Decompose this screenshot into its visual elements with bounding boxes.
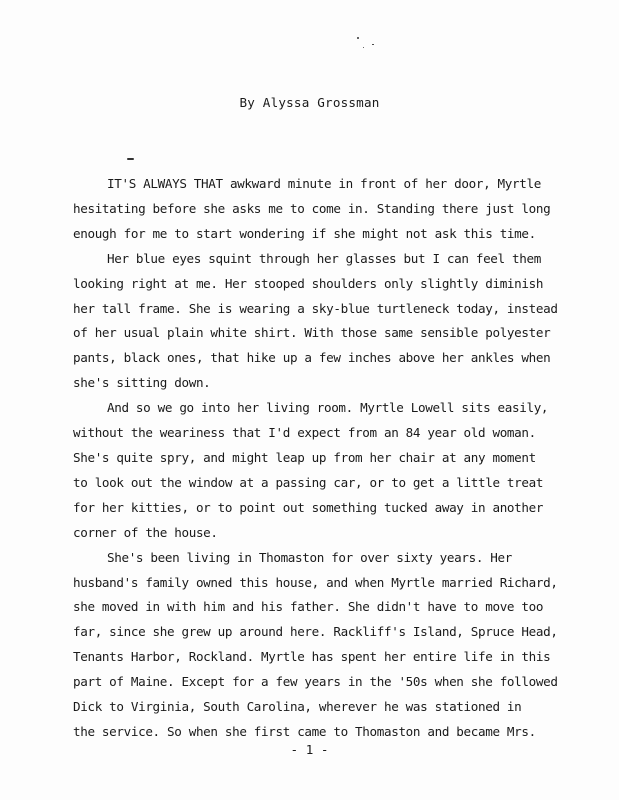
scan-speck xyxy=(357,37,359,39)
scan-speck xyxy=(363,47,364,48)
text-line: She's quite spry, and might leap up from her chair at any moment xyxy=(73,449,536,465)
paragraph xyxy=(73,396,603,545)
text-line: enough for me to start wondering if she might not ask this time. xyxy=(73,225,536,241)
text-line: the service. So when she first came to Thomaston and became Mrs. xyxy=(73,723,536,739)
text-line: without the weariness that I'd expect from an 84 year old woman. xyxy=(73,425,536,441)
paragraph xyxy=(73,172,603,247)
text-line: her tall frame. She is wearing a sky-blue turtleneck today, instead xyxy=(73,300,558,316)
text-line: hesitating before she asks me to come in. Standing there just long xyxy=(73,200,551,216)
page-number: - 1 - xyxy=(290,742,329,757)
text-line: husband's family owned this house, and when Myrtle married Richard, xyxy=(73,574,558,590)
text-line: Dick to Virginia, South Carolina, wherever he was stationed in xyxy=(73,699,522,715)
text-line: Her blue eyes squint through her glasses but I can feel them xyxy=(107,250,541,266)
article-body xyxy=(73,172,603,745)
text-line: She's been living in Thomaston for over sixty years. Her xyxy=(107,549,512,565)
text-line: Tenants Harbor, Rockland. Myrtle has spent her entire life in this xyxy=(73,649,551,665)
text-line: to look out the window at a passing car, or to get a little treat xyxy=(73,474,544,490)
text-line: And so we go into her living room. Myrtle Lowell sits easily, xyxy=(107,400,549,416)
text-line: part of Maine. Except for a few years in the '50s when she followed xyxy=(73,674,558,690)
text-line: pants, black ones, that hike up a few inches above her ankles when xyxy=(73,350,551,366)
text-line: corner of the house. xyxy=(73,524,218,540)
paragraph xyxy=(73,247,603,396)
text-line: IT'S ALWAYS THAT awkward minute in front of her door, Myrtle xyxy=(107,176,541,191)
text-line: she's sitting down. xyxy=(73,375,211,391)
scan-speck xyxy=(127,158,134,160)
text-line: for her kitties, or to point out something tucked away in another xyxy=(73,499,544,515)
paragraph xyxy=(73,546,603,745)
scan-speck xyxy=(372,44,374,45)
byline: By Alyssa Grossman xyxy=(239,95,380,110)
text-line: far, since she grew up around here. Rackliff's Island, Spruce Head, xyxy=(73,624,558,640)
text-line: looking right at me. Her stooped shoulders only slightly diminish xyxy=(73,275,544,291)
text-line: she moved in with him and his father. She didn't have to move too xyxy=(73,599,544,615)
text-line: of her usual plain white shirt. With those same sensible polyester xyxy=(73,325,551,341)
